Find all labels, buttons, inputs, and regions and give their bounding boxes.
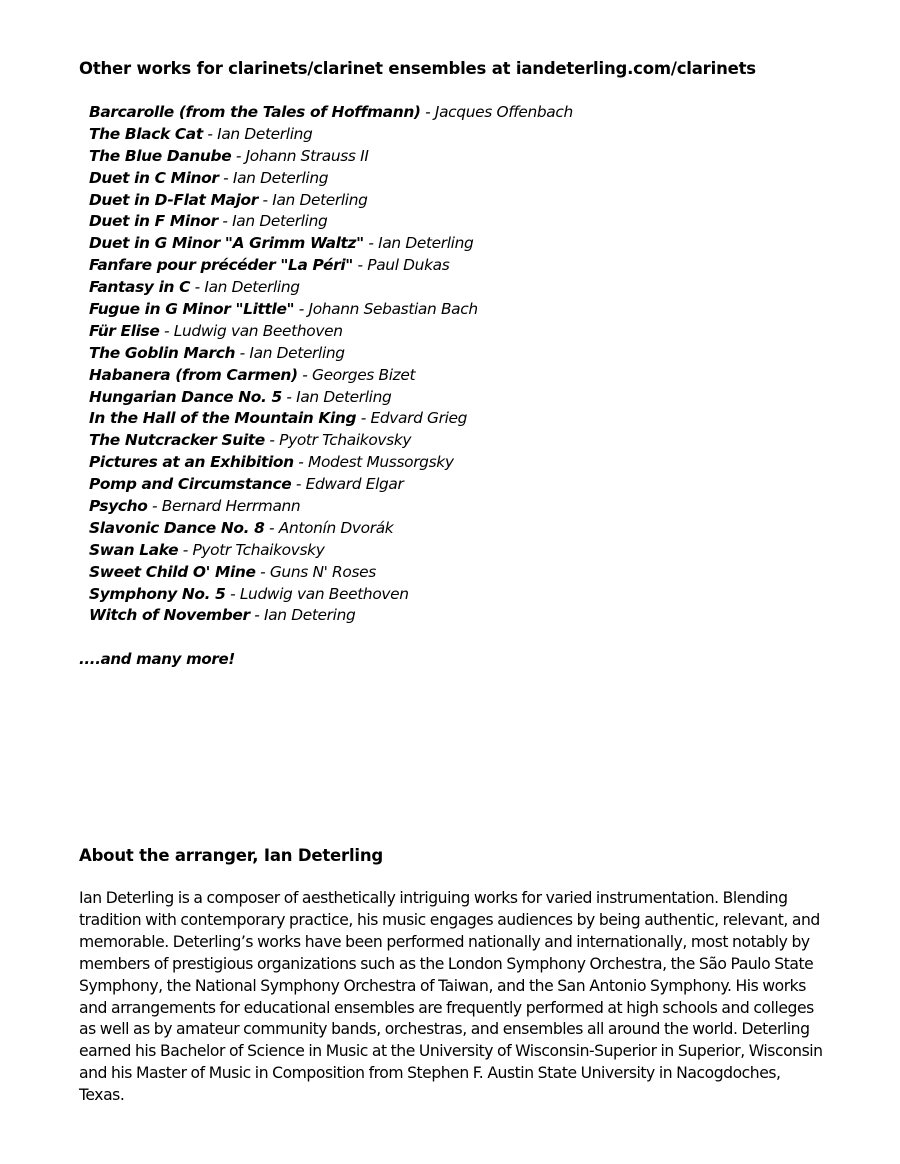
work-separator: - xyxy=(159,321,174,340)
work-title: The Goblin March xyxy=(89,343,236,362)
work-separator: - xyxy=(147,497,162,516)
work-separator: - xyxy=(281,387,297,406)
work-title: Fanfare pour précéder "La Péri" xyxy=(89,256,353,275)
work-item xyxy=(89,496,573,518)
work-separator: - xyxy=(178,540,193,559)
work-title: Sweet Child O' Mine xyxy=(89,562,256,581)
work-item xyxy=(89,190,573,212)
works-heading: Other works for clarinets/clarinet ensembles at iandeterling.com/clarinets xyxy=(79,59,756,78)
work-title: Swan Lake xyxy=(89,540,179,559)
work-composer: Ian Deterling xyxy=(232,168,329,187)
work-item xyxy=(89,365,573,387)
work-title: Psycho xyxy=(89,497,148,516)
work-title: Fantasy in C xyxy=(89,278,191,297)
work-title: Witch of November xyxy=(89,606,250,625)
work-title: Barcarolle (from the Tales of Hoffmann) xyxy=(89,103,421,121)
work-item xyxy=(89,321,573,343)
work-separator: - xyxy=(257,190,273,209)
work-item xyxy=(89,474,573,496)
about-heading: About the arranger, Ian Deterling xyxy=(79,846,384,865)
work-composer: Ludwig van Beethoven xyxy=(173,321,343,340)
work-title: Habanera (from Carmen) xyxy=(89,365,298,384)
work-composer: Ian Deterling xyxy=(249,343,345,362)
work-title: Symphony No. 5 xyxy=(89,584,226,603)
work-title: The Black Cat xyxy=(89,124,203,143)
work-title: Duet in D-Flat Major xyxy=(89,190,258,209)
work-composer: Ian Detering xyxy=(264,606,356,625)
work-item xyxy=(89,605,573,627)
work-item xyxy=(89,233,573,255)
work-item xyxy=(89,430,573,452)
work-title: Duet in G Minor "A Grimm Waltz" xyxy=(89,234,364,253)
work-composer: Edvard Grieg xyxy=(370,409,468,428)
work-item xyxy=(89,408,573,430)
work-title: Pictures at an Exhibition xyxy=(89,453,294,472)
work-composer: Edward Elgar xyxy=(305,475,404,494)
work-title: The Nutcracker Suite xyxy=(89,431,265,450)
work-separator: - xyxy=(249,606,265,625)
work-composer: Ian Deterling xyxy=(296,387,392,406)
work-composer: Jacques Offenbach xyxy=(434,103,573,121)
work-title: Für Elise xyxy=(89,321,160,340)
work-composer: Pyotr Tchaikovsky xyxy=(192,540,325,559)
work-separator: - xyxy=(264,518,279,537)
works-list xyxy=(89,102,573,627)
work-separator: - xyxy=(294,300,309,319)
work-item xyxy=(89,146,573,168)
work-item xyxy=(89,168,573,190)
work-composer: Johann Strauss II xyxy=(245,146,369,165)
work-separator: - xyxy=(297,365,313,384)
work-item xyxy=(89,255,573,277)
work-composer: Ian Deterling xyxy=(217,124,313,143)
work-title: Duet in F Minor xyxy=(89,212,218,231)
work-item xyxy=(89,124,573,146)
work-composer: Antonín Dvorák xyxy=(278,518,394,537)
work-item xyxy=(89,102,573,124)
work-title: Duet in C Minor xyxy=(89,168,219,187)
work-title: Pomp and Circumstance xyxy=(89,475,292,494)
work-composer: Georges Bizet xyxy=(312,365,416,384)
work-separator: - xyxy=(217,212,233,231)
work-separator: - xyxy=(264,431,280,450)
work-title: In the Hall of the Mountain King xyxy=(89,409,357,428)
work-separator: - xyxy=(291,475,306,494)
work-item xyxy=(89,277,573,299)
work-separator: - xyxy=(231,146,246,165)
work-separator: - xyxy=(352,256,368,275)
work-item xyxy=(89,584,573,606)
work-item xyxy=(89,540,573,562)
work-composer: Pyotr Tchaikovsky xyxy=(279,431,412,450)
work-separator: - xyxy=(356,409,371,428)
work-item xyxy=(89,518,573,540)
work-title: Fugue in G Minor "Little" xyxy=(89,300,295,319)
work-composer: Paul Dukas xyxy=(367,256,450,275)
work-separator: - xyxy=(293,453,309,472)
work-composer: Ian Deterling xyxy=(378,234,474,253)
work-composer: Ian Deterling xyxy=(272,190,368,209)
work-separator: - xyxy=(255,562,270,581)
work-composer: Ian Deterling xyxy=(232,212,328,231)
work-item xyxy=(89,211,573,233)
work-composer: Bernard Herrmann xyxy=(161,497,301,516)
work-item xyxy=(89,299,573,321)
work-item xyxy=(89,452,573,474)
work-separator: - xyxy=(190,278,205,297)
work-title: Slavonic Dance No. 8 xyxy=(89,518,265,537)
work-composer: Ludwig van Beethoven xyxy=(239,584,409,603)
more-works-note: ....and many more! xyxy=(79,650,235,668)
work-composer: Modest Mussorgsky xyxy=(308,453,454,472)
work-separator: - xyxy=(202,124,218,143)
work-separator: - xyxy=(235,343,250,362)
work-item xyxy=(89,562,573,584)
work-separator: - xyxy=(218,168,233,187)
work-composer: Ian Deterling xyxy=(204,278,300,297)
work-item xyxy=(89,343,573,365)
work-composer: Johann Sebastian Bach xyxy=(308,300,478,319)
work-composer: Guns N' Roses xyxy=(269,562,376,581)
work-title: Hungarian Dance No. 5 xyxy=(89,387,282,406)
work-separator: - xyxy=(225,584,240,603)
work-separator: - xyxy=(420,103,435,121)
arranger-bio: Ian Deterling is a composer of aesthetically intriguing works for varied instrumentation. Blending tradition with contemporary practice, his music engages audiences by being authentic, relevant, and memorable. Deterling’s works have been performed nationally and internationally, most notably by members of prestigious organizations such as the London Symphony Orchestra, the São Paulo State Symphony, the National Symphony Orchestra of Taiwan, and the San Antonio Symphony. His works and arrangements for educational ensembles are frequently performed at high schools and colleges as well as by amateur community bands, orchestras, and ensembles all around the world. Deterling earned his Bachelor of Science in Music at the University of Wisconsin-Superior in Superior, Wisconsin and his Master of Music in Composition from Stephen F. Austin State University in Nacogdoches, Texas. xyxy=(79,889,823,1105)
work-separator: - xyxy=(363,234,379,253)
work-title: The Blue Danube xyxy=(89,146,232,165)
work-item xyxy=(89,387,573,409)
